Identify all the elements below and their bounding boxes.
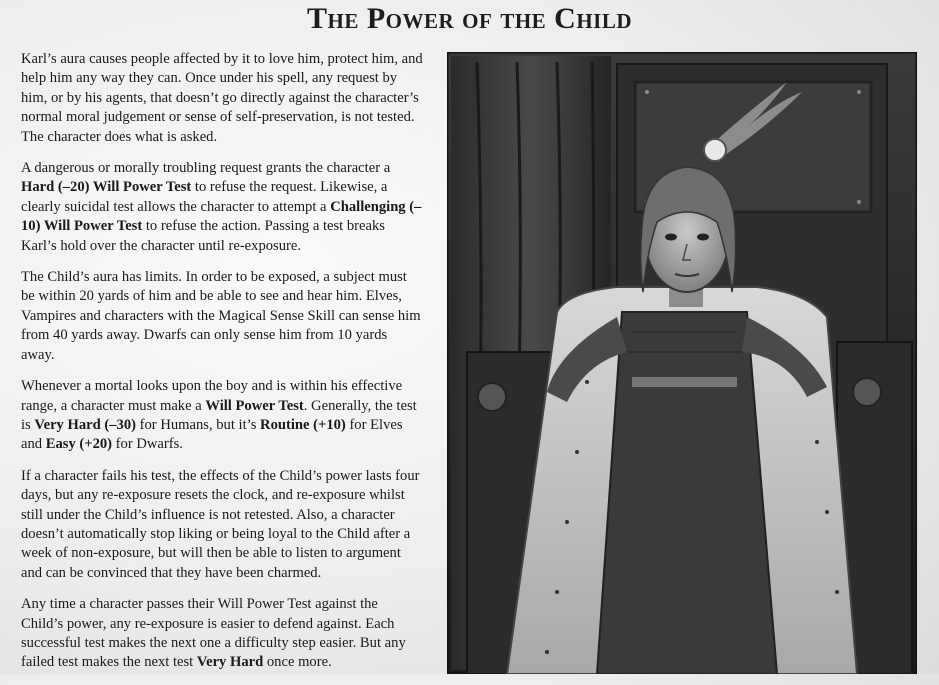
very-hard-term: Very Hard (–30)	[34, 416, 136, 433]
very-hard-again-term: Very Hard	[196, 654, 264, 671]
tunic	[597, 312, 777, 674]
page-title: The Power of the Child	[306, 2, 633, 35]
paragraph-passed-test: Any time a character passes their Will Power Test against the Child’s power, any re-exposure is easier to defend against. Each successful test makes the next one a difficulty step easier. But any failed test makes the next test Very Hard once more.	[21, 596, 406, 671]
illustration-boy-king-on-throne	[447, 52, 917, 674]
routine-term: Routine (+10)	[260, 416, 346, 433]
paragraph-aura-limits: The Child’s aura has limits. In order to be exposed, a subject must be within 20 yards of him and be able to see and hear him. Elves, Vampires and characters with the Magical Sense Skill can sense him from 40 yards away. Dwarfs can only sense him from 10 yards away.	[21, 269, 421, 363]
hard-test-term: Hard (–20) Will Power Test	[21, 179, 192, 196]
challenging-test-term: Challenging (–10) Will Power Test	[21, 198, 422, 235]
paragraph-failed-test: If a character fails his test, the effects of the Child’s power lasts four days, but any re-exposure resets the clock, and re-exposure whilst still under the Child’s influence is not retested. Also, a character doesn’t automatically stop liking or being loyal to the Child after a week of non-exposure, but will then be able to listen to argument and can be convinced that they have been charmed.	[21, 467, 420, 581]
paragraph-dangerous-request: A dangerous or morally troubling request grants the character a Hard (–20) Will Power Test to refuse the request. Likewise, a clearly suicidal test allows the character to attempt a Challenging (–10) Will Power Test to refuse the action. Passing a test breaks Karl’s hold over the character until re-exposure.	[21, 160, 422, 254]
paragraph-aura-effect: Karl’s aura causes people affected by it to love him, protect him, and help him any way they can. Once under his spell, any request by him, or by his agents, that doesn’t go directly against the character’s normal moral judgement or sense of self-preservation, is not tested. The character does what is asked.	[21, 51, 423, 145]
will-power-test-term: Will Power Test	[205, 397, 304, 414]
body-text-column	[21, 50, 423, 685]
paragraph-mortal-test: Whenever a mortal looks upon the boy and is within his effective range, a character must make a Will Power Test. Generally, the test is Very Hard (–30) for Humans, but it’s Routine (+10) for Elves and Easy (+20) for Dwarfs.	[21, 378, 417, 453]
easy-term: Easy (+20)	[45, 436, 113, 453]
